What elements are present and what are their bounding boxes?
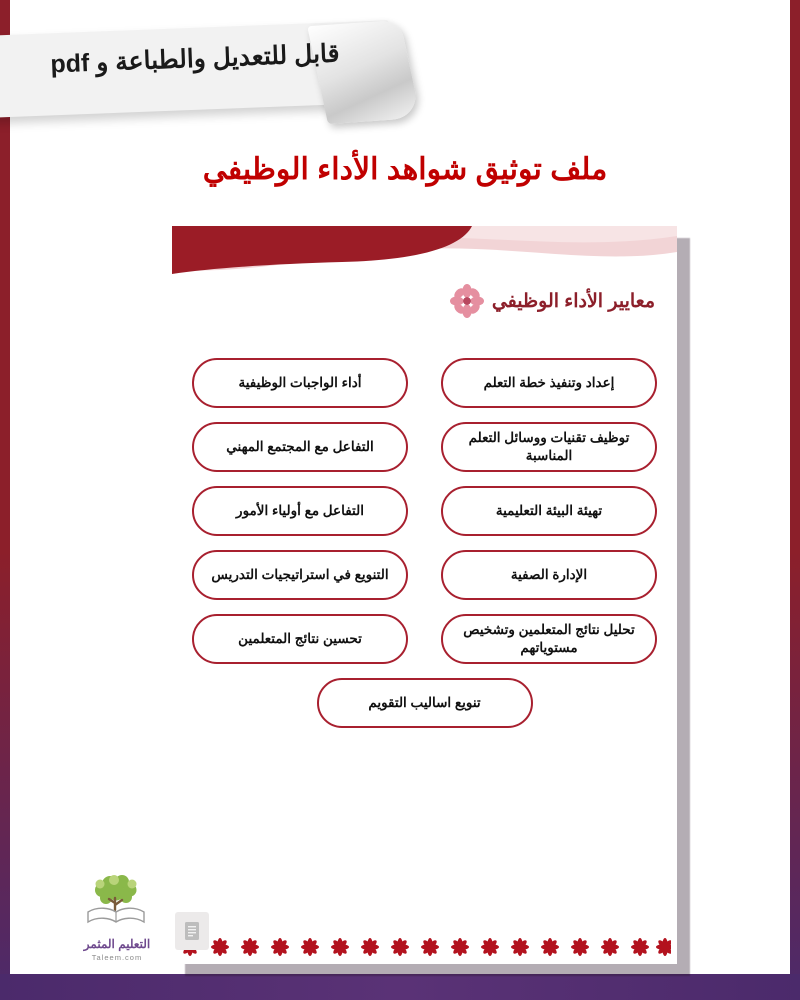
criteria-pill[interactable]: تهيئة البيئة التعليمية — [441, 486, 657, 536]
criteria-pill[interactable]: تحليل نتائج المتعلمين وتشخيص مستوياتهم — [441, 614, 657, 664]
document-card — [172, 226, 677, 964]
flower-border-icon — [178, 934, 671, 960]
brand-logo-subtitle: Taleem.com — [91, 953, 143, 962]
criteria-pill[interactable]: تحسين نتائج المتعلمين — [192, 614, 408, 664]
criteria-list — [192, 358, 657, 728]
brand-logo-title: التعليم المثمر — [83, 937, 151, 951]
ribbon-fold — [307, 20, 420, 124]
flower-icon — [450, 284, 484, 318]
criteria-row — [192, 678, 657, 728]
criteria-pill[interactable]: التفاعل مع أولياء الأمور — [192, 486, 408, 536]
criteria-row — [192, 550, 657, 600]
criteria-row — [192, 614, 657, 664]
criteria-pill[interactable]: أداء الواجبات الوظيفية — [192, 358, 408, 408]
section-heading — [450, 284, 655, 318]
document-glyph-icon — [184, 921, 200, 941]
flower-border-strip — [172, 930, 677, 964]
criteria-row — [192, 422, 657, 472]
page-edge-bottom — [0, 974, 800, 1000]
criteria-pill[interactable]: التنويع في استراتيجيات التدريس — [192, 550, 408, 600]
brand-logo — [62, 872, 172, 962]
criteria-pill[interactable]: إعداد وتنفيذ خطة التعلم — [441, 358, 657, 408]
page-title: ملف توثيق شواهد الأداء الوظيفي — [202, 153, 608, 186]
criteria-row — [192, 358, 657, 408]
document-icon — [175, 912, 209, 950]
ribbon-label: قابل للتعديل والطباعة و pdf — [49, 39, 341, 79]
ribbon-banner — [0, 22, 420, 132]
tree-book-icon — [80, 872, 154, 930]
wave-header-decoration — [172, 226, 677, 282]
criteria-row — [192, 486, 657, 536]
page-edge-left — [0, 0, 10, 1000]
criteria-pill[interactable]: توظيف تقنيات ووسائل التعلم المناسبة — [441, 422, 657, 472]
criteria-pill[interactable]: تنويع اساليب التقويم — [317, 678, 533, 728]
criteria-pill[interactable]: الإدارة الصفية — [441, 550, 657, 600]
criteria-pill[interactable]: التفاعل مع المجتمع المهني — [192, 422, 408, 472]
section-heading-label: معايير الأداء الوظيفي — [491, 290, 655, 312]
page-edge-right — [790, 0, 800, 1000]
